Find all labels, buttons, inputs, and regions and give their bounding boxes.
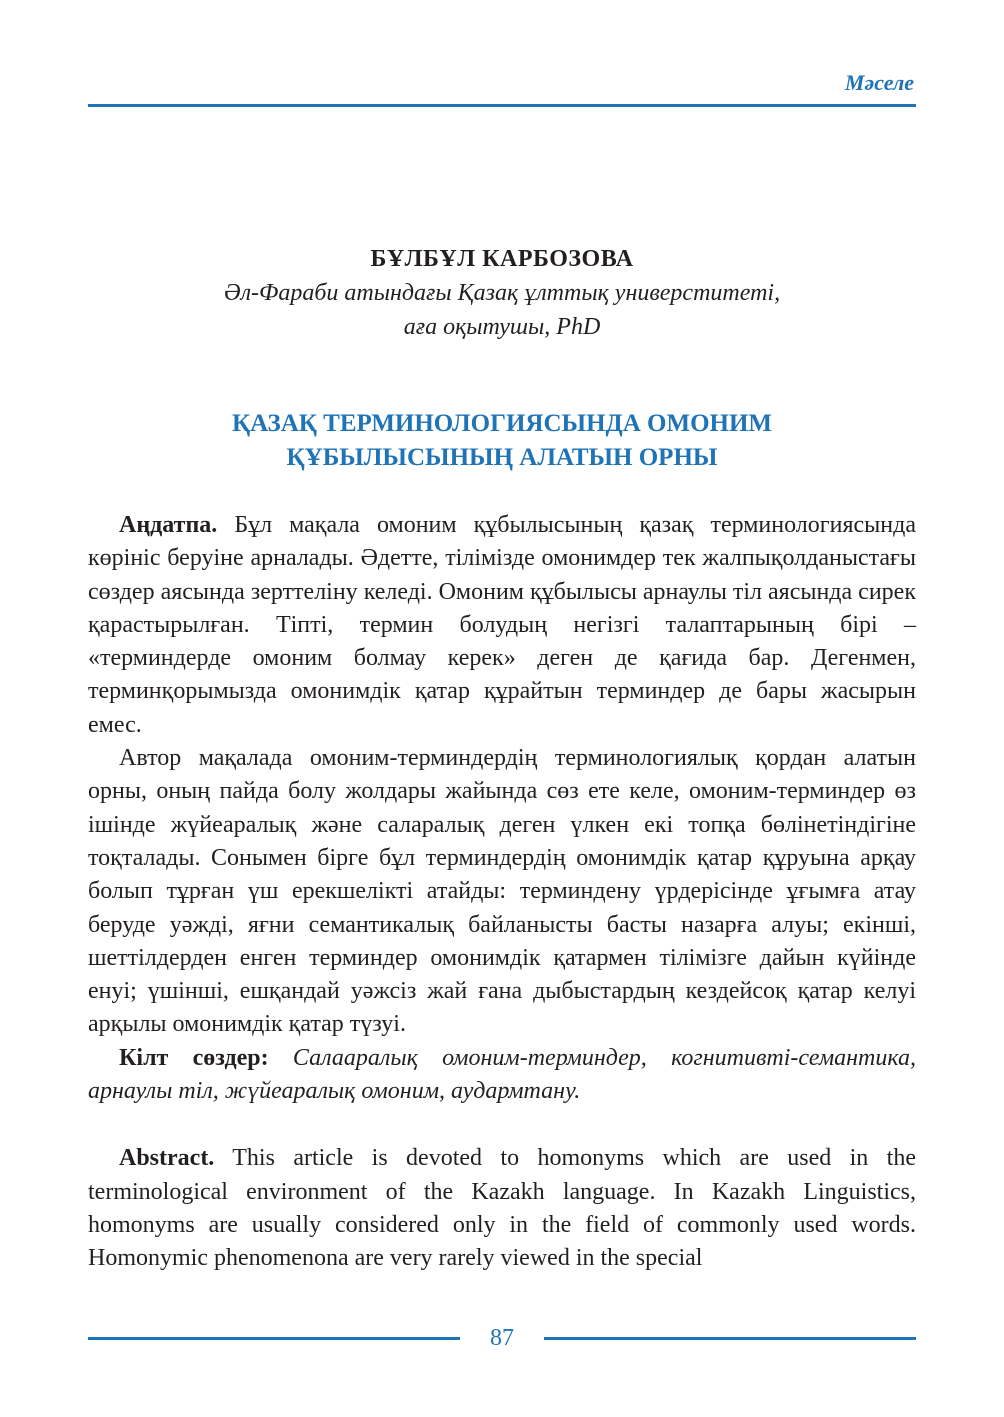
section-label: Мәселе [844, 70, 914, 95]
annotation-text: Бұл мақала омоним құбылысының қазақ терминологиясында көрініс беруіне арналады. Әдетте, тілімізде омонимдер тек жалпықолданыстағы сөздер аясында зерттеліну келеді. Омоним құбылысы арнаулы тіл аясында сирек қарастырылған. Тіпті, термин болудың негізгі талаптарының бірі – «терминдерде омоним болмау керек» деген де қағида бар. Дегенмен, терминқорымызда омонимдік қатар құрайтын терминдер де бары жасырын емес. [88, 512, 916, 738]
keywords-text: Салааралық омоним-терминдер, когнитивті-семантика, арнаулы тіл, жүйеаралық омоним, аудармтану. [88, 1044, 916, 1105]
article-body [88, 509, 916, 1276]
footer-divider-left [88, 1337, 460, 1340]
author-affiliation-line2: аға оқытушы, PhD [403, 314, 601, 340]
header-divider [88, 104, 916, 107]
paragraph2-text: Автор мақалада омоним-терминдердің терминологиялық қордан алатын орны, оның пайда болу жолдары жайында сөз ете келе, омоним-терминдер өз ішінде жүйеаралық және саларалық деген үлкен екі топқа бөлінетіндігіне тоқталады. Сонымен бірге бұл терминдердің омонимдік қатар құруына арқау болып тұрған үш ерекшелікті атайды: терминдену үрдерісінде ұғымға атау беруде уәжді, яғни семантикалық байланысты басты назарға алуы; екінші, шеттілдерден енген терминдер омонимдік қатармен тілімізге дайын күйінде енуі; үшінші, ешқандай уәжсіз жай ғана дыбыстардың кездейсоқ қатар келуі арқылы омонимдік қатар түзуі. [88, 745, 916, 1038]
article-title [88, 407, 916, 475]
author-name: БҰЛБҰЛ КАРБОЗОВА [370, 246, 634, 272]
annotation-label: Аңдатпа. [119, 512, 218, 538]
abstract-label: Abstract. [119, 1145, 215, 1172]
footer-divider-right [544, 1337, 916, 1340]
keywords-paragraph [88, 1042, 916, 1109]
keywords-label: Кілт сөздер: [119, 1044, 269, 1071]
article-title-line2: ҚҰБЫЛЫСЫНЫҢ АЛАТЫН ОРНЫ [286, 444, 718, 471]
author-block [88, 242, 916, 344]
article-title-line1: ҚАЗАҚ ТЕРМИНОЛОГИЯСЫНДА ОМОНИМ [231, 410, 773, 437]
page-number: 87 [490, 1325, 514, 1351]
abstract-paragraph [88, 1142, 916, 1275]
annotation-paragraph [88, 509, 916, 742]
abstract-text: This article is devoted to homonyms which are used in the terminological environment of the Kazakh language. In Kazakh Linguistics, homonyms are usually considered only in the field of commonly used words. Homonymic phenomenona are very rarely viewed in the special [88, 1145, 916, 1272]
body-paragraph [88, 742, 916, 1042]
author-affiliation-line1: Әл-Фараби атындағы Қазақ ұлттық универститеті, [223, 280, 781, 306]
